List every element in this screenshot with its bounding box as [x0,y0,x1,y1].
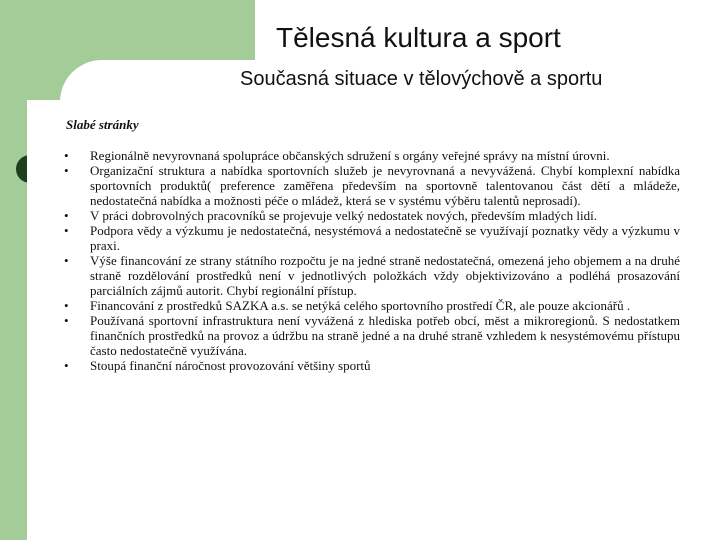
list-item: • Používaná sportovní infrastruktura není vyvážená z hlediska potřeb obcí, měst a mikroregionů. S nedostatkem finančních prostředků na provoz a údržbu na straně jedné a na druhé straně vzhledem k nesystémovému přístupu často nedostatečně využívána. [60,313,680,358]
list-item: • Financování z prostředků SAZKA a.s. se netýká celého sportovního prostředí ČR, ale pouze akcionářů . [60,298,680,313]
slide-title: Tělesná kultura a sport [276,22,561,53]
weaknesses-list [60,148,680,373]
list-item: • Podpora vědy a výzkumu je nedostatečná, nesystémová a nedostatečně se využívají poznatky vědy a výzkumu v praxi. [60,223,680,253]
slide-subtitle: Současná situace v tělovýchově a sportu [240,68,603,90]
list-item: • Organizační struktura a nabídka sportovních služeb je nevyrovnaná a nevyvážená. Chybí komplexní nabídka sportovních produktů( preference zaměřena především na sportovně talentovanou část dětí a mládeže, nedostatečná nabídka a možnosti péče o mládež, která se v systému výběru talentů neprosadí). [60,163,680,208]
section-heading: Slabé stránky [66,117,139,132]
list-item: • V práci dobrovolných pracovníků se projevuje velký nedostatek nových, především mladých lidí. [60,208,680,223]
list-item: • Stoupá finanční náročnost provozování většiny sportů [60,358,680,373]
list-item: • Výše financování ze strany státního rozpočtu je na jedné straně nedostatečná, omezená jeho objemem a na druhé straně rozdělování prostředků není v jednotlivých položkách vždy objektivizováno a podléhá prosazování parciálních zájmů autorit. Chybí regionální přístup. [60,253,680,298]
list-item: • Regionálně nevyrovnaná spolupráce občanských sdružení s orgány veřejné správy na místní úrovni. [60,148,680,163]
